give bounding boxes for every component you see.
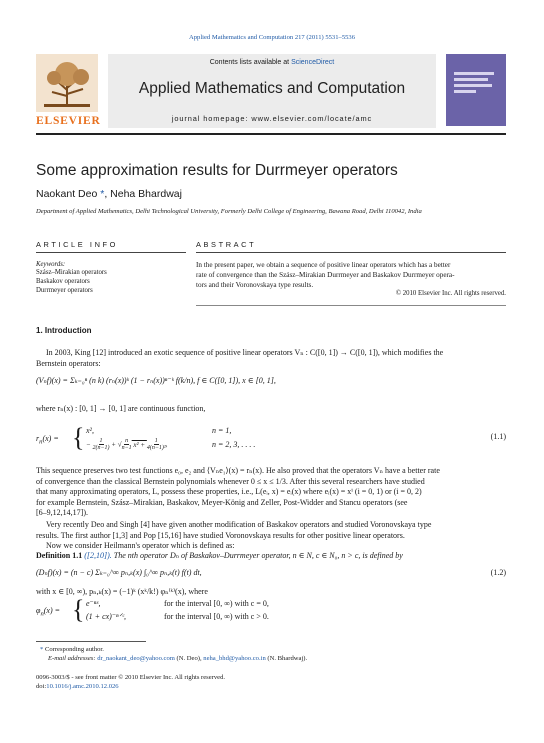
copyright-notice: © 2010 Elsevier Inc. All rights reserved. bbox=[395, 290, 506, 297]
masthead-rule bbox=[36, 133, 506, 135]
paragraph-line: for example Bernstein, Szász–Mirakian, Baskakov, Meyer-König and Zeller, Post-Widder and Stancu operators (see bbox=[36, 497, 408, 507]
corresponding-author-mark[interactable]: * bbox=[97, 188, 105, 200]
abstract-text bbox=[196, 260, 506, 290]
article-title: Some approximation results for Durrmeyer operators bbox=[36, 162, 398, 179]
abstract-heading: ABSTRACT bbox=[196, 240, 257, 249]
publisher-name: ELSEVIER bbox=[36, 115, 101, 127]
journal-cover-thumbnail bbox=[446, 54, 506, 126]
email-link-bhardwaj[interactable]: neha_bhd@yahoo.co.in bbox=[203, 655, 266, 662]
paragraph-line: of convergence than the classical Bernstein polynomials whenever 0 ≤ x ≤ 1/3. After this several researchers have studied bbox=[36, 476, 425, 486]
footnote-emails bbox=[48, 654, 307, 663]
journal-reference[interactable]: Applied Mathematics and Computation 217 (2011) 5531–5536 bbox=[188, 34, 356, 41]
with-line: with x ∈ [0, ∞), pₙ,ₖ(x) = (−1)ᵏ (xᵏ/k!) φₙ⁽ᵏ⁾(x), where bbox=[36, 587, 208, 596]
email-owner: (N. Bhardwaj). bbox=[265, 655, 308, 662]
intro-paragraph-3 bbox=[36, 520, 506, 552]
equation-text: (Dₙf)(x) = (n − c) Σₖ₌₀^∞ pₙ,ₖ(x) ∫₀^∞ pₙ,ₖ(t) f(t) dt, bbox=[36, 568, 202, 577]
sciencedirect-link[interactable]: ScienceDirect bbox=[291, 59, 335, 66]
abstract-bottom-rule bbox=[196, 305, 506, 306]
definition-text: The nth operator Dₙ of Baskakov–Durrmeyer operator, n ∈ N, c ∈ N₀, n > c, is defined by bbox=[111, 551, 403, 560]
issn-line: 0096-3003/$ - see front matter © 2010 Elsevier Inc. All rights reserved. bbox=[36, 674, 226, 681]
equation-king-operator: (Vₙf)(x) = Σₖ₌₀ⁿ (n k) (rₙ(x))ᵏ (1 − rₙ(x))ⁿ⁻ᵏ f(k/n), f ∈ C([0, 1]), x ∈ [0, 1], bbox=[36, 376, 276, 385]
rn-case-1: x², bbox=[86, 426, 94, 435]
homepage-label: journal homepage: bbox=[171, 114, 252, 123]
definition-1-1 bbox=[36, 551, 506, 562]
intro-paragraph-2 bbox=[36, 466, 506, 519]
author-separator: , bbox=[104, 188, 111, 200]
article-info-heading: ARTICLE INFO bbox=[36, 240, 118, 249]
phi-case-2-condition: for the interval [0, ∞) with c > 0. bbox=[164, 612, 269, 621]
abstract-line: tors and their Voronovskaya type results. bbox=[196, 281, 314, 289]
phi-case-2: (1 + cx)⁻ⁿᐟᶜ, bbox=[86, 612, 127, 621]
keywords-label: Keywords: bbox=[36, 261, 66, 268]
keyword-item: Szász–Mirakian operators bbox=[36, 269, 107, 276]
equation-1-1: $r_n(x)$ = { x², n = 1, − 1 2(n−1) + √ n n−1 x² + 1 4(n−1)², n = 2, 3, . . . . (1.1) bbox=[36, 423, 506, 452]
footnote-rule bbox=[36, 641, 146, 642]
journal-homepage bbox=[108, 114, 436, 123]
abstract-line: In the present paper, we obtain a sequence of positive linear operators which has a better bbox=[196, 261, 451, 269]
footnote-star[interactable]: * bbox=[40, 646, 44, 653]
abstract-line: rate of convergence than the Szász–Mirakian Durrmeyer and Baskakov Durrmeyer opera- bbox=[196, 271, 455, 279]
equation-phi-piecewise: $\varphi_n(x)$ = { e⁻ⁿˣ, for the interval [0, ∞) with c = 0, (1 + cx)⁻ⁿᐟᶜ, for the interval [0, ∞) with c > 0. bbox=[36, 595, 269, 624]
keyword-item: Baskakov operators bbox=[36, 278, 90, 285]
author-list bbox=[36, 188, 182, 200]
contents-prefix: Contents lists available at bbox=[209, 59, 292, 66]
paragraph-line: Very recently Deo and Singh [4] have given another modification of Baskakov operators and studied Voronovskaya type bbox=[46, 520, 432, 529]
where-rn-line: where rₙ(x) : [0, 1] → [0, 1] are continuous function, bbox=[36, 404, 206, 413]
equation-number: (1.1) bbox=[490, 432, 506, 441]
paragraph-line: that many approximating operators, L, possess these properties, i.e., L(eᵢ, x) = eᵢ(x) where eᵢ(x) = xⁱ (i = 0, 1) or (i = 0, 2) bbox=[36, 487, 422, 497]
paragraph-line: [6–9,12,14,17]). bbox=[36, 508, 88, 518]
phi-case-1-condition: for the interval [0, ∞) with c = 0, bbox=[164, 599, 269, 608]
author-deo[interactable]: Naokant Deo bbox=[36, 188, 98, 200]
paragraph-line: In 2003, King [12] introduced an exotic sequence of positive linear operators Vₙ : C([0, 1]) → C([0, 1]), which modifies the bbox=[46, 348, 444, 357]
email-owner: (N. Deo), bbox=[174, 655, 204, 662]
abstract-rule bbox=[196, 252, 506, 253]
doi-link[interactable]: 10.1016/j.amc.2010.12.026 bbox=[46, 683, 119, 690]
email-label: E-mail addresses: bbox=[48, 655, 98, 662]
author-bhardwaj[interactable]: Neha Bhardwaj bbox=[110, 188, 182, 200]
equation-number: (1.2) bbox=[490, 568, 506, 577]
definition-label: Definition 1.1 bbox=[36, 551, 83, 560]
affiliation: Department of Applied Mathematics, Delhi Technological University, Formerly Delhi College of Engineering, Bawana Road, Delhi 110042, India bbox=[36, 208, 422, 215]
paragraph-line: results. The first author [1,3] and Pop [15,16] have studied Voronovskaya results for other positive linear operators. bbox=[36, 530, 405, 540]
email-link-deo[interactable]: dr_naokant_deo@yahoo.com bbox=[97, 655, 175, 662]
article-info-rule bbox=[36, 252, 186, 253]
rn-case-2-condition: n = 2, 3, . . . . bbox=[212, 440, 256, 449]
journal-title: Applied Mathematics and Computation bbox=[138, 80, 406, 97]
intro-paragraph-1 bbox=[36, 348, 506, 369]
paragraph-line: Bernstein operators: bbox=[36, 358, 101, 368]
paragraph-line: This sequence preserves two test functions e₀, e₂ and ⟨Vₙe₁⟩(x) = rₙ(x). He also proved that the operators Vₙ have a better rate bbox=[36, 466, 440, 475]
keyword-item: Durrmeyer operators bbox=[36, 287, 93, 294]
contents-line bbox=[108, 59, 436, 66]
equation-1-2 bbox=[36, 568, 506, 577]
footnote-corresponding bbox=[40, 645, 104, 654]
definition-citation[interactable]: ([2,10]). bbox=[84, 551, 112, 560]
doi-label: doi: bbox=[36, 683, 47, 690]
rn-case-2: − 1 2(n−1) + √ n n−1 x² + 1 4(n−1)², bbox=[86, 438, 168, 451]
paragraph-line: Now we consider Heilmann's operator which is defined as: bbox=[46, 541, 235, 551]
footnote-text: Corresponding author. bbox=[43, 646, 104, 653]
homepage-url[interactable]: www.elsevier.com/locate/amc bbox=[251, 114, 373, 123]
rn-case-1-condition: n = 1, bbox=[212, 426, 232, 435]
section-heading-introduction: 1. Introduction bbox=[36, 326, 92, 335]
doi-line bbox=[36, 682, 119, 691]
phi-case-1: e⁻ⁿˣ, bbox=[86, 599, 101, 608]
